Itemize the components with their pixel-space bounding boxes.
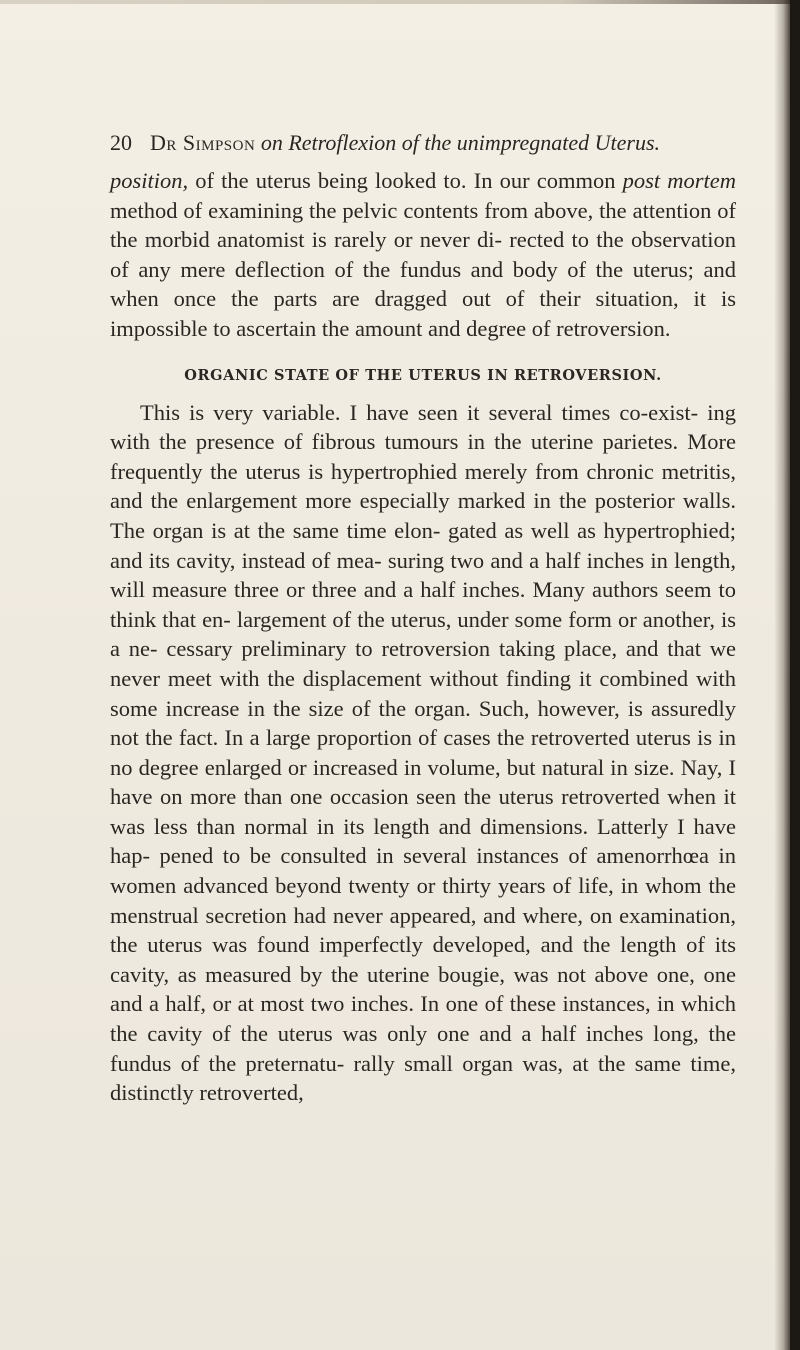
page-top-edge: [0, 0, 800, 4]
page-number: 20: [110, 130, 132, 155]
paragraph-text-a: of the uterus being looked to. In our common: [188, 168, 623, 193]
paragraph-text-b: method of examining the pelvic contents from above, the attention of the morbid anatomist is rarely or never di- rected to the observation of any mere deflection of the fundus and body of the uterus; and when once the parts are dragged out of their situation, it is impossible to ascertain the amount and degree of retroversion.: [110, 197, 736, 341]
paragraph-organic-state: This is very variable. I have seen it several times co-exist- ing with the presence of fibrous tumours in the uterine parietes. More frequently the uterus is hypertrophied merely from chronic metritis, and the enlargement more especially marked in the posterior walls. The organ is at the same time elon- gated as well as hypertrophied; and its cavity, instead of mea- suring two and a half inches in length, will measure three or three and a half inches. Many authors seem to think that en- largement of the uterus, under some form or another, is a ne- cessary preliminary to retroversion taking place, and that we never meet with the displacement without finding it combined with some increase in the size of the organ. Such, however, is assuredly not the fact. In a large proportion of cases the retroverted uterus is in no degree enlarged or increased in volume, but natural in size. Nay, I have on more than one occasion seen the uterus retroverted when it was less than normal in its length and dimensions. Latterly I have hap- pened to be consulted in several instances of amenorrhœa in women advanced beyond twenty or thirty years of life, in whom the menstrual secretion had never appeared, and where, on examination, the uterus was found imperfectly developed, and the length of its cavity, as measured by the uterine bougie, was not above one, one and a half, or at most two inches. In one of these instances, in which the cavity of the uterus was only one and a half inches long, the fundus of the preternatu- rally small organ was, at the same time, distinctly retroverted,: [110, 399, 736, 1106]
italic-phrase-post-mortem: post mortem: [622, 168, 737, 193]
section-heading: ORGANIC STATE OF THE UTERUS IN RETROVERSION.: [184, 366, 662, 384]
paragraph-continued: [110, 166, 736, 344]
running-head-title: Retroflexion of the unimpregnated Uterus.: [288, 130, 661, 155]
body-text: [110, 166, 736, 1108]
running-head-connector: on: [260, 130, 283, 155]
paragraph-lead-italic: position,: [110, 168, 189, 193]
book-binding-edge: [790, 0, 800, 1350]
running-head: [110, 128, 750, 158]
running-head-author: Dr Simpson: [150, 130, 256, 155]
